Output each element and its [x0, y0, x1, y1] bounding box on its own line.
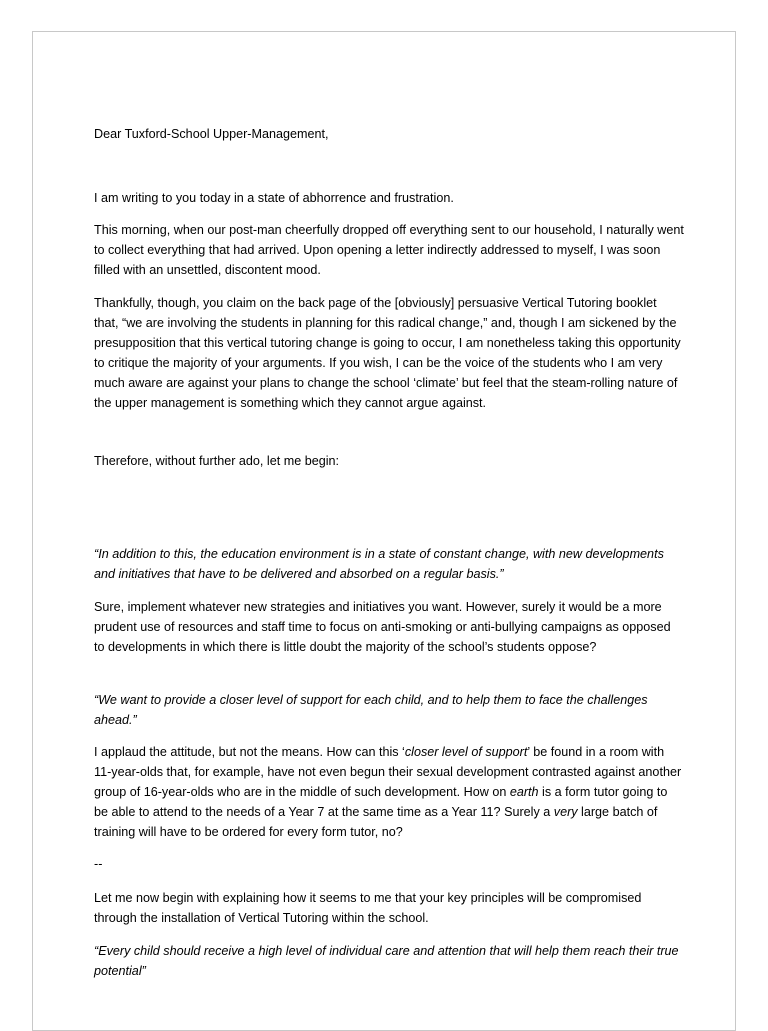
applaud-text-1: I applaud the attitude, but not the means. How can this ‘: [94, 745, 405, 759]
quote-closer-support: “We want to provide a closer level of support for each child, and to help them to face the challenges ahead.”: [94, 693, 648, 727]
quote-education-environment: “In addition to this, the education environment is in a state of constant change, with new developments and initiatives that have to be delivered and absorbed on a regular basis.”: [94, 547, 664, 581]
applaud-text-2: ’ be found in a room with 11-year-olds that, for example, have not even begun their sexual development contrasted against another group of 16-year-olds who are in the middle of such development. How on: [94, 745, 682, 799]
paragraph-sure: Sure, implement whatever new strategies and initiatives you want. However, surely it would be a more prudent use of resources and staff time to focus on anti-smoking or anti-bullying campaigns as opposed to developments in which there is little doubt the majority of the school’s students oppose?: [94, 600, 671, 654]
paragraph-thankfully: Thankfully, though, you claim on the back page of the [obviously] persuasive Vertical Tutoring booklet that, “we are involving the students in planning for this radical change,” and, though I am sickened by the presupposition that this vertical tutoring change is going to occur, I am nonetheless taking this opportunity to critique the majority of your arguments. If you wish, I can be the voice of the students who I am very much aware are against your plans to change the school ‘climate’ but feel that the steam-rolling nature of the upper management is something which they cannot argue against.: [94, 296, 681, 410]
paragraph-morning: This morning, when our post-man cheerfully dropped off everything sent to our household, I naturally went to collect everything that had arrived. Upon opening a letter indirectly addressed to myself, I was soon filled with an unsettled, discontent mood.: [94, 223, 684, 277]
salutation: Dear Tuxford-School Upper-Management,: [94, 127, 329, 141]
document-page: [32, 31, 736, 1031]
paragraph-principles: Let me now begin with explaining how it seems to me that your key principles will be compromised through the installation of Vertical Tutoring within the school.: [94, 891, 642, 925]
applaud-emphasis-very: very: [553, 805, 578, 819]
applaud-text-3: is a form tutor going to be able to attend to the needs of a Year 7 at the same time as a Year 11? Surely a: [94, 785, 668, 819]
paragraph-intro: I am writing to you today in a state of abhorrence and frustration.: [94, 191, 454, 205]
section-separator: --: [94, 857, 103, 871]
applaud-emphasis-closer-level: closer level of support: [404, 745, 528, 759]
paragraph-therefore: Therefore, without further ado, let me begin:: [94, 454, 340, 468]
applaud-emphasis-earth: earth: [509, 785, 539, 799]
paragraph-applaud: [94, 742, 684, 842]
applaud-text-4: large batch of training will have to be ordered for every form tutor, no?: [94, 805, 658, 839]
quote-individual-care: “Every child should receive a high level of individual care and attention that will help them reach their true potential”: [94, 944, 679, 978]
